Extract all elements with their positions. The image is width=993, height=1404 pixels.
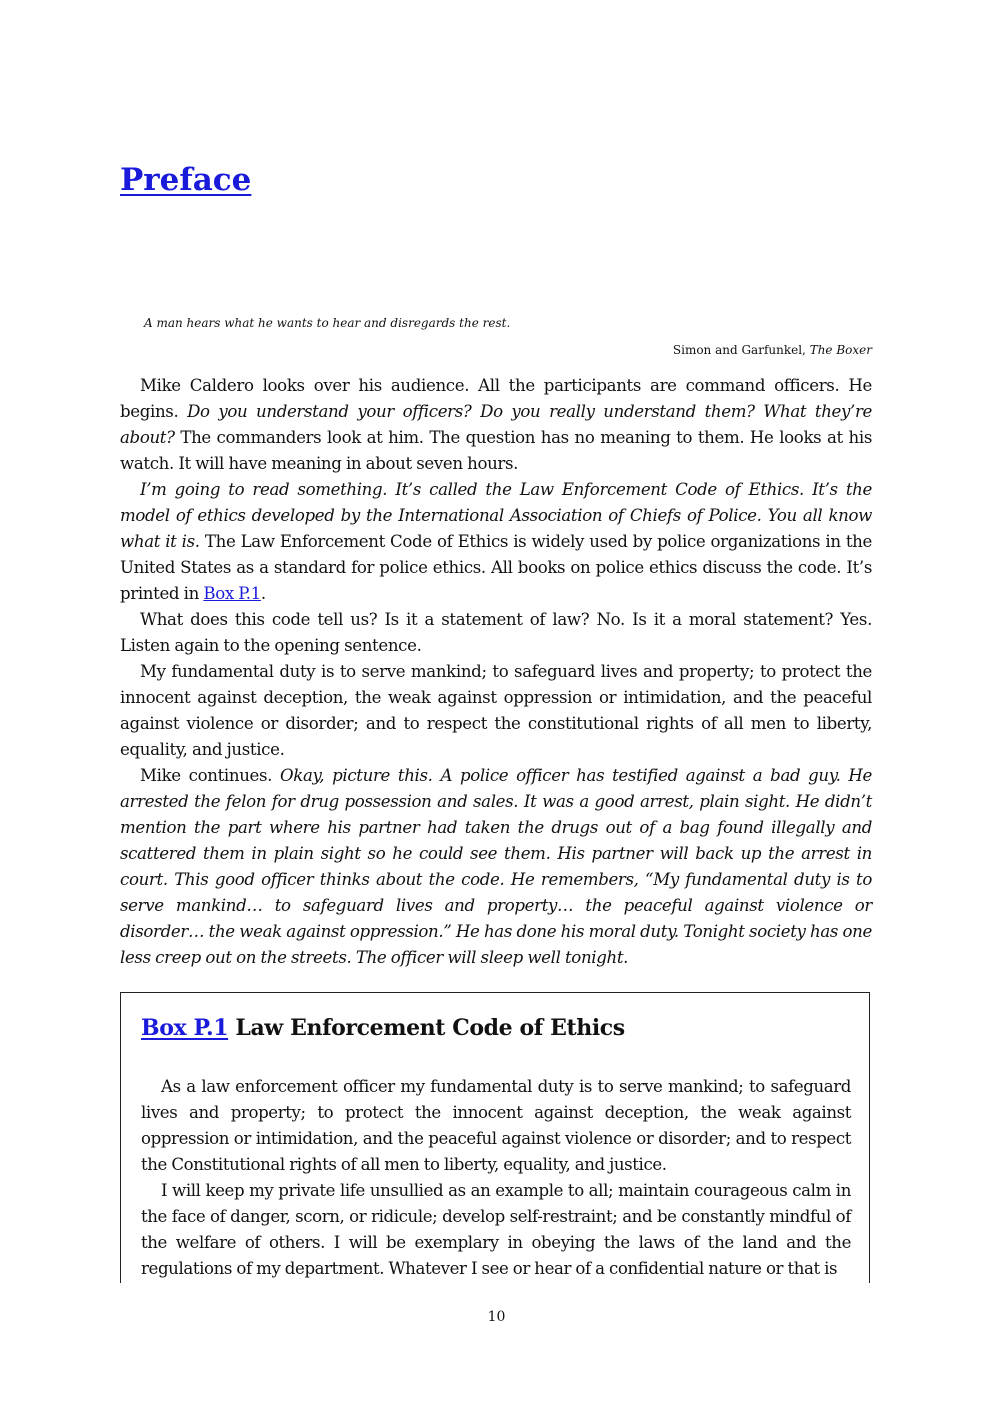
- box-p1-link[interactable]: Box P.1: [203, 584, 261, 603]
- paragraph-1-rest: The commanders look at him. The question has no meaning to them. He looks at his watch. It will have meaning in about seven hours.: [120, 428, 872, 473]
- box-title-text: Law Enforcement Code of Ethics: [228, 1015, 625, 1041]
- paragraph-2-end: .: [260, 584, 266, 603]
- body-text: [120, 373, 872, 971]
- paragraph-5: [120, 763, 872, 971]
- paragraph-2-speech: I’m going to read something. It’s called the Law Enforcement Code of Ethics. It’s the model of ethics developed by the International Association of Chiefs of Police. You all know what it is.: [120, 480, 872, 551]
- paragraph-3: What does this code tell us? Is it a statement of law? No. Is it a moral statement? Yes. Listen again to the opening sentence.: [120, 610, 872, 655]
- paragraph-2: [120, 477, 872, 607]
- paragraph-1-question: Do you understand your officers? Do you really understand them? What they’re about?: [120, 402, 873, 447]
- box-title: [141, 1011, 625, 1045]
- epigraph: [120, 314, 872, 359]
- epigraph-author: Simon and Garfunkel,: [672, 343, 810, 357]
- paragraph-5-speech: Okay, picture this. A police officer has testified against a bad guy. He arrested the felon for drug possession and sales. It was a good arrest, plain sight. He didn’t mention the part where his partner had taken the drugs out of a bag found illegally and scattered them in plain sight so he could see them. His partner will back up the arrest in court. This good officer thinks about the code. He remembers, “My fundamental duty is to serve mankind… to safeguard lives and property… the peaceful against violence or disorder… the weak against oppression.” He has done his moral duty. Tonight society has one less creep out on the streets. The officer will sleep well tonight.: [120, 766, 872, 967]
- epigraph-work: The Boxer: [809, 343, 872, 357]
- epigraph-source: [120, 341, 872, 359]
- box-paragraph-2: I will keep my private life unsullied as an example to all; maintain courageous calm in the face of danger, scorn, or ridicule; develop self-restraint; and be constantly mindful of the welfare of others. I will be exemplary in obeying the laws of the land and the regulations of my department. Whatever I see or hear of a confidential nature or that is: [141, 1181, 851, 1278]
- paragraph-1-intro: Mike Caldero looks over his audience. All the participants are command officers. He begins.: [120, 376, 872, 421]
- box-label-link[interactable]: Box P.1: [141, 1015, 229, 1041]
- box-p1: [120, 992, 870, 1283]
- paragraph-1: [120, 373, 872, 477]
- page-number: 10: [487, 1309, 506, 1325]
- paragraph-2-text: The Law Enforcement Code of Ethics is widely used by police organizations in the United States as a standard for police ethics. All books on police ethics discuss the code. It’s printed in: [120, 532, 872, 603]
- box-body: [141, 1074, 851, 1282]
- box-paragraph-1: As a law enforcement officer my fundamental duty is to serve mankind; to safeguard lives and property; to protect the innocent against deception, the weak against oppression or intimidation, and the peaceful against violence or disorder; and to respect the Constitutional rights of all men to liberty, equality, and justice.: [141, 1077, 851, 1174]
- epigraph-quote: A man hears what he wants to hear and disregards the rest.: [144, 316, 511, 330]
- chapter-title[interactable]: Preface: [120, 162, 252, 198]
- paragraph-5-intro: Mike continues.: [140, 766, 280, 785]
- paragraph-4: My fundamental duty is to serve mankind; to safeguard lives and property; to protect the innocent against deception, the weak against oppression or intimidation, and the peaceful against violence or disorder; and to respect the constitutional rights of all men to liberty, equality, and justice.: [120, 662, 872, 759]
